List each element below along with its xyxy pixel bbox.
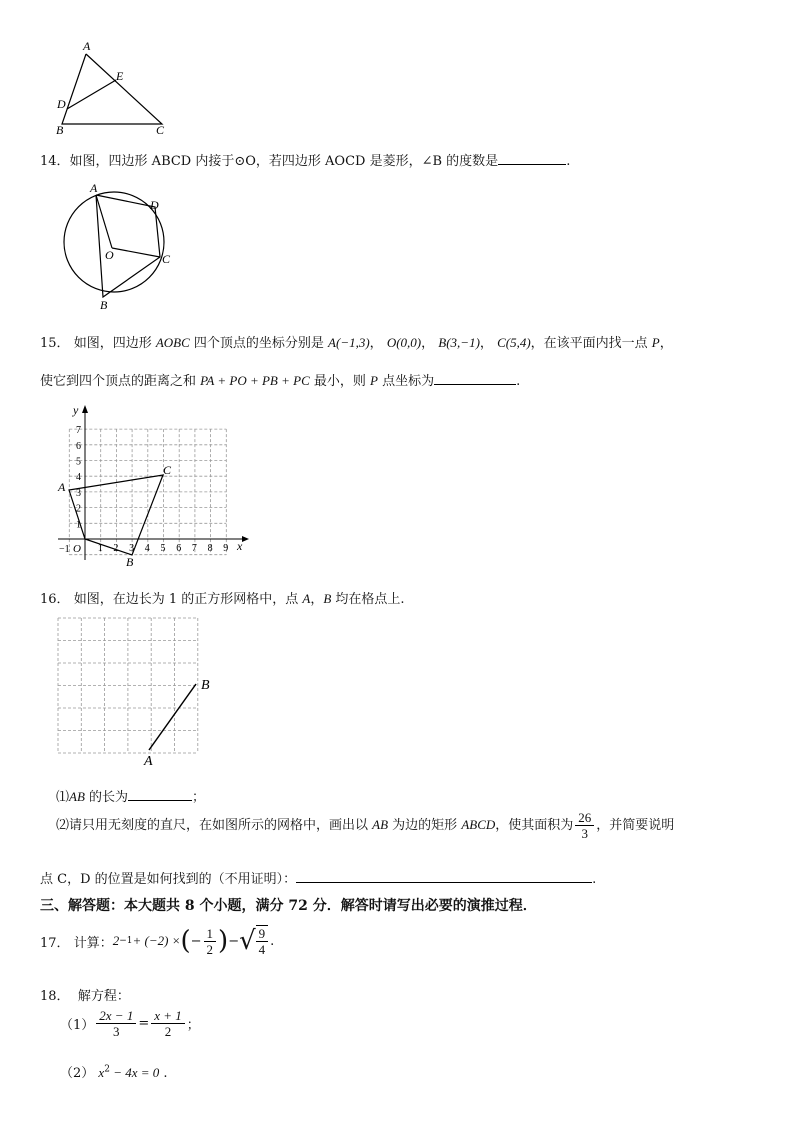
x-tick-label: 5 [160, 543, 166, 554]
q16-part2-blank[interactable] [296, 870, 592, 883]
q14-body: 如图，四边形 ABCD 内接于⊙O，若四边形 AOCD 是菱形，∠B 的度数是 [69, 154, 499, 169]
q15-sep1: ， [369, 336, 383, 351]
q18-right-den: 2 [164, 1024, 172, 1039]
q18-number: 18． [40, 989, 70, 1004]
x-tick-label: 9 [223, 543, 229, 554]
q18-left-fraction [96, 1008, 136, 1039]
q15-text-c: 四个顶点的坐标分别是 [189, 336, 329, 351]
x-tick-label: 2 [113, 543, 119, 554]
triangle-figure [52, 38, 177, 138]
q18-left-den: 3 [113, 1024, 120, 1039]
graph-label-C: C [163, 463, 172, 477]
q17-frac-den: 2 [206, 941, 214, 957]
q16-part1-var: AB [69, 789, 85, 804]
q16-part2-end: . [592, 872, 597, 887]
q16-part2-line2-text: 点 C，D 的位置是如何找到的（不用证明）： [40, 872, 297, 887]
q16-part2-text-b: 为边的矩形 [388, 818, 462, 833]
q16-part1-number: ⑴ [56, 790, 70, 805]
circle-label-D: D [150, 198, 159, 212]
y-tick-label: 4 [76, 472, 81, 484]
right-paren: ) [218, 926, 229, 956]
q15-end: . [516, 374, 521, 389]
q18-label: 解方程： [77, 989, 130, 1004]
segment-AB [149, 684, 196, 750]
q17-sqrt-fraction [256, 925, 269, 957]
q14-answer-blank[interactable] [498, 152, 566, 165]
square-grid [58, 618, 198, 753]
fraction-numerator: 26 [575, 810, 594, 826]
y-axis-arrow [82, 405, 88, 413]
y-tick-label: 7 [76, 425, 81, 437]
q16-part2 [56, 810, 674, 841]
q16-part2-text-c: ，使其面积为 [495, 818, 574, 833]
sqrt-sign: √ [239, 926, 256, 956]
y-axis-label: y [73, 403, 79, 417]
q16-text-b: 均在格点上. [331, 592, 405, 607]
q18-part2-number: （2） [60, 1066, 95, 1081]
q16-sep: ， [310, 592, 324, 607]
x-axis-arrow [242, 536, 249, 542]
circle-label-B: B [100, 298, 108, 312]
q18-left-num: 2x − 1 [96, 1008, 136, 1024]
q18-part2-end: . [159, 1066, 168, 1081]
q17-number: 17． [40, 935, 70, 951]
neg-one-label: −1 [59, 544, 70, 555]
q15-line2-c: 点坐标为 [377, 374, 435, 389]
q18-part2 [60, 1062, 168, 1081]
graph-label-B: B [126, 555, 134, 569]
q18-right-fraction [151, 1008, 185, 1039]
q18-part1-end: ； [186, 1018, 200, 1033]
circle-label-A: A [90, 181, 98, 195]
q16-point-A: A [302, 591, 311, 606]
q14-number: 14． [40, 154, 70, 169]
q16-part1-end: ； [192, 790, 206, 805]
x-tick-label: 3 [129, 543, 135, 554]
q15-text-e: ， [659, 336, 673, 351]
q17-sqrt-num: 9 [256, 926, 269, 942]
y-tick-label: 3 [76, 487, 81, 499]
q16-area-fraction [575, 810, 594, 841]
q16-part2-AB: AB [372, 817, 389, 832]
q16-part1 [56, 786, 205, 805]
q16-part2-ABCD: ABCD [461, 817, 496, 832]
q16-part2-number: ⑵ [56, 818, 70, 833]
q18-equals: = [138, 1016, 150, 1031]
q18-part1-number: （1） [60, 1018, 95, 1033]
x-tick-label: 4 [144, 543, 150, 554]
q17-exponent: −1 [119, 936, 133, 946]
q17-sqrt-den: 4 [258, 942, 266, 957]
label-B: B [56, 123, 64, 137]
q16-part1-blank[interactable] [128, 788, 192, 801]
q15-quad-name: AOBC [155, 335, 190, 350]
q18-right-num: x + 1 [151, 1008, 185, 1024]
q16-text-a: 如图，在边长为 1 的正方形网格中，点 [73, 592, 303, 607]
q15-point-P: P [651, 335, 660, 350]
q15-line2-b: 最小，则 [309, 374, 371, 389]
q15-text-d: ，在该平面内找一点 [530, 336, 652, 351]
q15-line2-P: P [370, 373, 378, 388]
q17-label: 计算： [73, 935, 113, 951]
y-tick-label: 6 [76, 440, 81, 452]
label-D: D [57, 97, 66, 111]
x-tick-label: 8 [207, 543, 213, 554]
q18-stem [40, 985, 130, 1004]
x-axis-label: x [237, 539, 243, 553]
q15-sum-expression: PA + PO + PB + PC [200, 373, 310, 388]
q15-answer-blank[interactable] [434, 372, 516, 385]
q15-point-C: C(5,4) [497, 335, 531, 350]
q15-number: 15． [40, 336, 70, 351]
minus-sign: − [190, 933, 202, 949]
q16-stem [40, 588, 405, 607]
circle-figure [52, 178, 182, 313]
x-tick-label: 6 [176, 543, 182, 554]
q15-point-O: O(0,0) [386, 335, 422, 350]
q16-part1-text: 的长为 [84, 790, 129, 805]
q15-point-B: B(3,−1) [438, 335, 480, 350]
q15-sep3: ， [479, 336, 493, 351]
q17-line [40, 925, 274, 957]
circle-label-C: C [162, 252, 171, 266]
grid-label-B: B [201, 678, 210, 693]
coordinate-graph [52, 400, 252, 570]
fraction-denominator: 3 [581, 826, 589, 841]
graph-label-A: A [58, 480, 66, 494]
q17-fraction [204, 926, 217, 957]
q15-line2 [40, 370, 520, 389]
q16-part2-text-d: ，并简要说明 [596, 818, 675, 833]
q18-part2-rest: − 4x = 0 [109, 1065, 160, 1080]
q14-text [40, 150, 570, 169]
q15-sep2: ， [421, 336, 435, 351]
q17-term2: + (−2) × [132, 933, 181, 948]
label-E: E [116, 69, 124, 83]
q18-part2-exp: 2 [104, 1064, 110, 1075]
square-grid-figure [52, 612, 222, 772]
q14-end: . [566, 154, 571, 169]
q18-part2-x: x [98, 1065, 105, 1080]
q17-minus: − [228, 933, 240, 949]
y-tick-label: 2 [76, 503, 81, 515]
label-A: A [83, 39, 91, 53]
q17-frac-num: 1 [204, 926, 217, 942]
section3-heading: 三、解答题：本大题共 8 个小题，满分 72 分．解答时请写出必要的演推过程． [40, 898, 537, 914]
circle-label-O: O [105, 248, 114, 262]
q16-number: 16． [40, 592, 70, 607]
q17-base: 2 [112, 933, 120, 948]
coordinate-grid [69, 429, 229, 555]
q16-part2-text-a: 请只用无刻度的直尺，在如图所示的网格中，画出以 [69, 818, 373, 833]
q15-line1 [40, 332, 673, 351]
q15-point-A: A(−1,3) [328, 335, 370, 350]
left-paren: ( [180, 926, 191, 956]
grid-label-A: A [144, 754, 153, 769]
origin-label: O [73, 543, 81, 555]
q16-point-B: B [323, 591, 332, 606]
q15-line2-a: 使它到四个顶点的距离之和 [40, 374, 201, 389]
q16-part2-line2 [40, 868, 596, 887]
q17-end: . [270, 933, 275, 949]
x-tick-label: 1 [97, 543, 103, 554]
q15-text-a: 如图，四边形 [73, 336, 156, 351]
q18-part1 [60, 1008, 200, 1039]
y-tick-label: 1 [76, 519, 81, 531]
x-tick-label: 7 [191, 543, 197, 554]
y-tick-label: 5 [76, 456, 81, 468]
label-C: C [156, 123, 165, 137]
